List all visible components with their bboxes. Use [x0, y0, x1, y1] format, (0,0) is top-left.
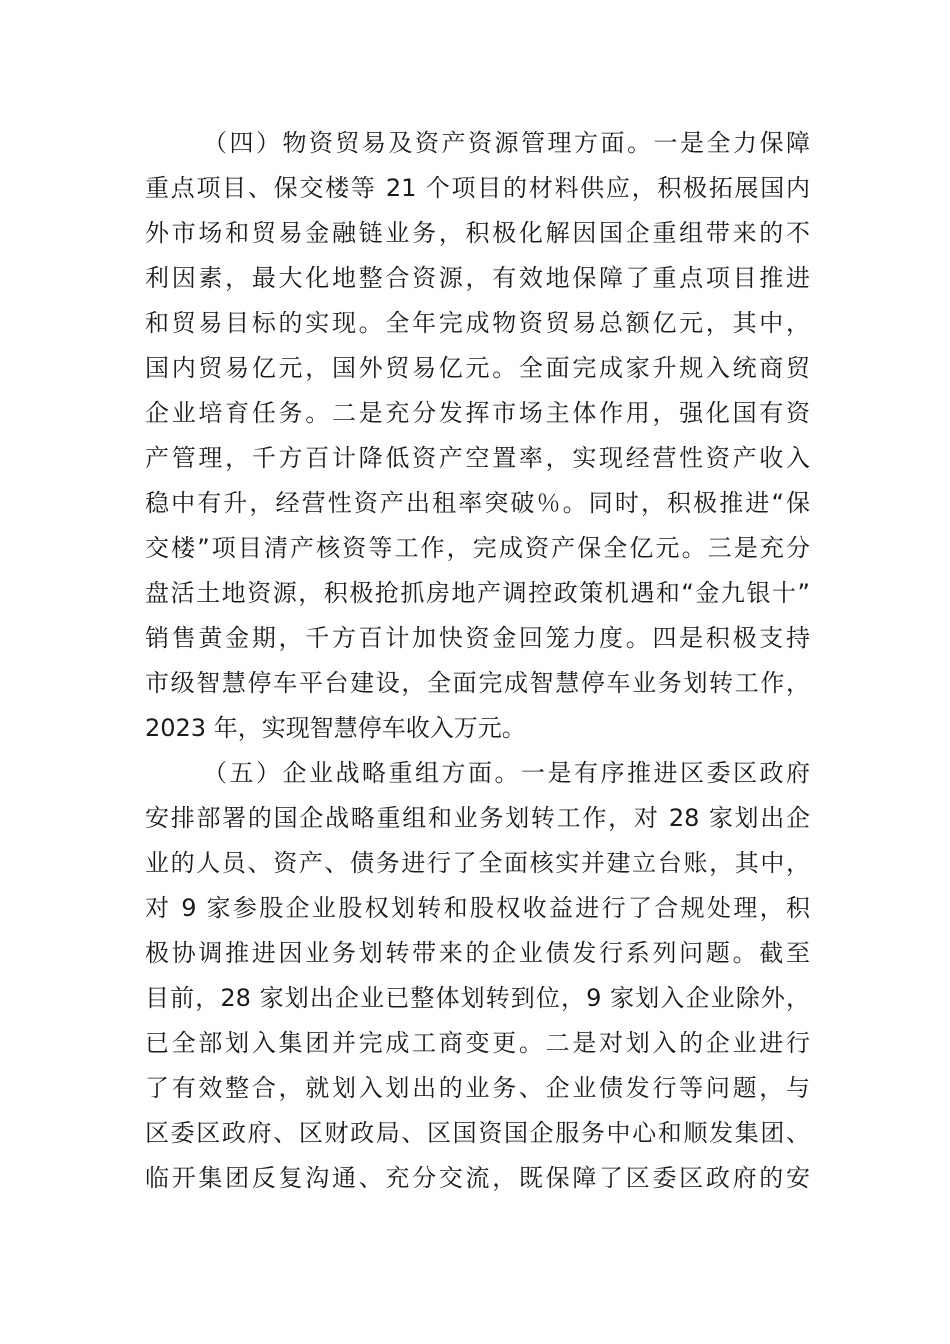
- text-line: 国内贸易亿元，国外贸易亿元。全面完成家升规入统商贸: [145, 354, 810, 382]
- text-line: 极协调推进因业务划转带来的企业债发行系列问题。截至: [145, 939, 810, 967]
- text-line: 企业培育任务。二是充分发挥市场主体作用，强化国有资: [145, 399, 810, 427]
- text-line: 业的人员、资产、债务进行了全面核实并建立台账，其中，: [145, 849, 810, 877]
- paragraph-materials-trade: [145, 121, 810, 751]
- text-line: 了有效整合，就划入划出的业务、企业债发行等问题，与: [145, 1074, 810, 1102]
- text-line: 临开集团反复沟通、充分交流，既保障了区委区政府的安: [145, 1164, 810, 1192]
- document-body: [145, 121, 810, 1201]
- text-line: （四）物资贸易及资产资源管理方面。一是全力保障: [203, 129, 810, 157]
- text-line: 已全部划入集团并完成工商变更。二是对划入的企业进行: [145, 1029, 810, 1057]
- text-line: 安排部署的国企战略重组和业务划转工作，对 28 家划出企: [145, 804, 810, 832]
- text-line: 销售黄金期，千方百计加快资金回笼力度。四是积极支持: [145, 624, 810, 652]
- text-line: 和贸易目标的实现。全年完成物资贸易总额亿元，其中，: [145, 309, 810, 337]
- text-line: 区委区政府、区财政局、区国资国企服务中心和顺发集团、: [145, 1119, 810, 1147]
- text-line: 盘活土地资源，积极抢抓房地产调控政策机遇和“金九银十”: [145, 579, 810, 607]
- text-line: 利因素，最大化地整合资源，有效地保障了重点项目推进: [145, 264, 810, 292]
- text-line: 目前，28 家划出企业已整体划转到位，9 家划入企业除外，: [145, 984, 810, 1012]
- text-line: 产管理，千方百计降低资产空置率，实现经营性资产收入: [145, 444, 810, 472]
- text-line: 外市场和贸易金融链业务，积极化解因国企重组带来的不: [145, 219, 810, 247]
- text-line: 市级智慧停车平台建设，全面完成智慧停车业务划转工作，: [145, 669, 810, 697]
- text-line: 对 9 家参股企业股权划转和股权收益进行了合规处理，积: [145, 894, 810, 922]
- paragraph-strategic-reorganization: [145, 751, 810, 1201]
- text-line: 2023 年，实现智慧停车收入万元。: [145, 714, 526, 742]
- text-line: 重点项目、保交楼等 21 个项目的材料供应，积极拓展国内: [145, 174, 810, 202]
- text-line: 稳中有升，经营性资产出租率突破％。同时，积极推进“保: [145, 489, 810, 517]
- text-line: 交楼”项目清产核资等工作，完成资产保全亿元。三是充分: [145, 534, 810, 562]
- text-line: （五）企业战略重组方面。一是有序推进区委区政府: [203, 759, 810, 787]
